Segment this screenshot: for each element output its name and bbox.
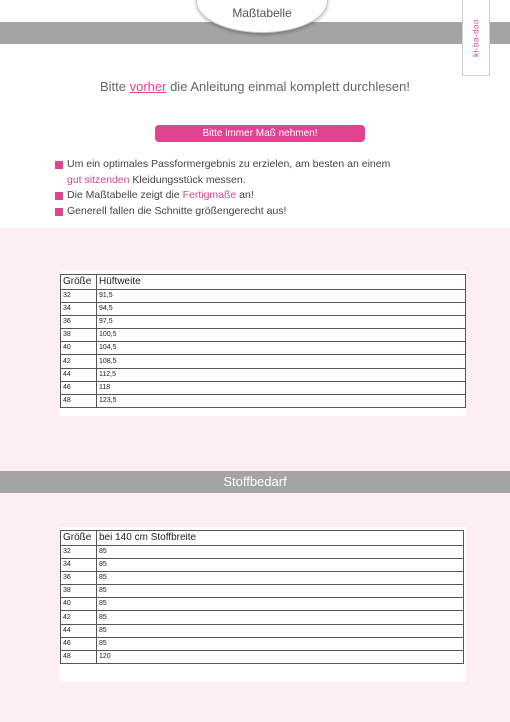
- value-cell: 120: [97, 650, 464, 663]
- table-row: [61, 329, 466, 342]
- table-row: [61, 303, 466, 316]
- pink-square-icon: [55, 161, 63, 169]
- value-cell: 85: [97, 624, 464, 637]
- bullet-text: Generell fallen die Schnitte größengerecht aus!: [67, 204, 287, 217]
- value-cell: 85: [97, 546, 464, 559]
- value-cell: 85: [97, 611, 464, 624]
- value-cell: 94,5: [97, 303, 466, 316]
- measure-badge: Bitte immer Maß nehmen!: [155, 125, 365, 142]
- bullet-text: Um ein optimales Passformergebnis zu erzielen, am besten an einem: [67, 158, 391, 170]
- size-cell: 48: [61, 650, 97, 663]
- bullet-highlight: gut sitzenden: [67, 173, 130, 186]
- table-row: [61, 598, 464, 611]
- size-cell: 42: [61, 355, 97, 368]
- value-cell: 118: [97, 381, 466, 394]
- section-title: Stoffbedarf: [223, 474, 287, 489]
- table-row: [61, 381, 466, 394]
- bullet-item: [55, 157, 475, 188]
- intro-note: [0, 79, 510, 94]
- table-row: [61, 342, 466, 355]
- bullet-text: Kleidungsstück messen.: [129, 173, 246, 186]
- table-header-row: [61, 275, 466, 290]
- value-cell: 85: [97, 572, 464, 585]
- table-row: [61, 316, 466, 329]
- bullet-text: Die Maßtabelle zeigt die: [67, 189, 183, 201]
- table-row: [61, 559, 464, 572]
- value-cell: 108,5: [97, 355, 466, 368]
- size-cell: 38: [61, 329, 97, 342]
- column-header: Größe: [61, 275, 97, 290]
- value-cell: 85: [97, 559, 464, 572]
- column-header: Größe: [61, 531, 97, 546]
- pink-square-icon: [55, 208, 63, 216]
- intro-highlight: vorher: [129, 79, 167, 94]
- bullet-text: an!: [236, 189, 254, 201]
- value-cell: 112,5: [97, 368, 466, 381]
- table-row: [61, 637, 464, 650]
- pink-square-icon: [55, 192, 63, 200]
- size-cell: 32: [61, 546, 97, 559]
- value-cell: 85: [97, 637, 464, 650]
- bullet-highlight: Fertigmaße: [182, 189, 237, 201]
- size-cell: 34: [61, 559, 97, 572]
- intro-text-before: Bitte: [99, 79, 130, 94]
- table-row: [61, 585, 464, 598]
- size-cell: 42: [61, 611, 97, 624]
- table-row: [61, 394, 466, 407]
- size-cell: 32: [61, 290, 97, 303]
- table-row: [61, 650, 464, 663]
- column-header: bei 140 cm Stoffbreite: [97, 531, 464, 546]
- size-cell: 46: [61, 637, 97, 650]
- value-cell: 85: [97, 585, 464, 598]
- table-row: [61, 624, 464, 637]
- size-cell: 40: [61, 342, 97, 355]
- table-header-row: [61, 531, 464, 546]
- fabric-table: [60, 530, 464, 664]
- bullet-list: [55, 157, 475, 219]
- size-cell: 44: [61, 624, 97, 637]
- table-row: [61, 355, 466, 368]
- brand-logo: ki-ba-doo: [471, 18, 481, 57]
- size-cell: 40: [61, 598, 97, 611]
- size-cell: 36: [61, 572, 97, 585]
- size-cell: 34: [61, 303, 97, 316]
- table-row: [61, 611, 464, 624]
- size-cell: 36: [61, 316, 97, 329]
- value-cell: 100,5: [97, 329, 466, 342]
- size-table: [60, 274, 466, 408]
- value-cell: 123,5: [97, 394, 466, 407]
- table-row: [61, 290, 466, 303]
- value-cell: 104,5: [97, 342, 466, 355]
- bullet-item: [55, 204, 475, 220]
- value-cell: 85: [97, 598, 464, 611]
- table-row: [61, 572, 464, 585]
- bullet-item: [55, 188, 475, 204]
- size-cell: 48: [61, 394, 97, 407]
- value-cell: 97,5: [97, 316, 466, 329]
- table-row: [61, 546, 464, 559]
- table-row: [61, 368, 466, 381]
- column-header: Hüftweite: [97, 275, 466, 290]
- size-cell: 44: [61, 368, 97, 381]
- size-cell: 38: [61, 585, 97, 598]
- intro-text-after: die Anleitung einmal komplett durchlesen!: [166, 79, 411, 94]
- section-tab-title: Maßtabelle: [232, 6, 292, 20]
- value-cell: 91,5: [97, 290, 466, 303]
- brand-tag: [462, 0, 490, 76]
- size-cell: 46: [61, 381, 97, 394]
